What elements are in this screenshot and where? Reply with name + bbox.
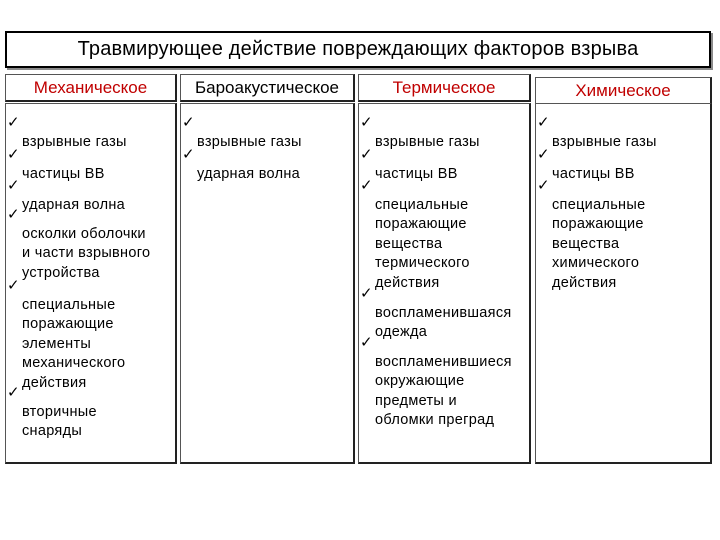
checkmark-icon: ✓ (182, 113, 195, 131)
list-item (359, 176, 529, 293)
column-header-mechanical: Механическое (5, 74, 177, 102)
list-item-text: вторичные снаряды (22, 403, 97, 439)
list-item (359, 333, 529, 431)
list-item-text: частицы ВВ (552, 165, 635, 182)
checkmark-icon: ✓ (182, 145, 195, 163)
list-item-text: специальные поражающие вещества химического действия (552, 196, 646, 291)
checkmark-icon: ✓ (7, 145, 20, 163)
checkmark-icon: ✓ (7, 383, 20, 401)
column-chemical (535, 103, 712, 464)
checkmark-icon: ✓ (360, 176, 373, 194)
list-item-text: взрывные газы (22, 133, 127, 150)
list-item (6, 276, 175, 393)
list-item-text: частицы ВВ (375, 165, 458, 182)
list-item (6, 205, 175, 283)
list-item-text: воспламенившиеся окружающие предметы и обломки преград (375, 353, 512, 428)
checkmark-icon: ✓ (360, 284, 373, 302)
column-header-chemical: Химическое (535, 77, 712, 105)
checkmark-icon: ✓ (537, 113, 550, 131)
page-title: Травмирующее действие повреждающих факторов взрыва (5, 31, 711, 68)
column-baroacoustic (180, 103, 355, 464)
list-item-text: ударная волна (197, 165, 301, 182)
checkmark-icon: ✓ (7, 205, 20, 223)
list-item (6, 383, 175, 442)
list-item-text: специальные поражающие элементы механического действия (22, 296, 126, 391)
checkmark-icon: ✓ (360, 113, 373, 131)
checkmark-icon: ✓ (7, 276, 20, 294)
list-item-text: частицы ВВ (22, 165, 105, 182)
list-item-text: взрывные газы (197, 133, 302, 150)
checkmark-icon: ✓ (7, 176, 20, 194)
list-item (181, 145, 353, 184)
list-item-text: осколки оболочки и части взрывного устройства (22, 225, 151, 281)
list-item-text: специальные поражающие вещества термического действия (375, 196, 470, 291)
list-item (536, 176, 710, 293)
checkmark-icon: ✓ (360, 145, 373, 163)
checkmark-icon: ✓ (537, 176, 550, 194)
list-item-text: воспламенившаяся одежда (375, 304, 512, 340)
list-item-text: ударная волна (22, 196, 126, 213)
column-header-thermal: Термическое (358, 74, 531, 102)
checkmark-icon: ✓ (360, 333, 373, 351)
column-mechanical (5, 103, 177, 464)
column-header-baroacoustic: Бароакустическое (180, 74, 355, 102)
list-item-text: взрывные газы (552, 133, 657, 150)
list-item-text: взрывные газы (375, 133, 480, 150)
checkmark-icon: ✓ (7, 113, 20, 131)
checkmark-icon: ✓ (537, 145, 550, 163)
column-thermal (358, 103, 531, 464)
